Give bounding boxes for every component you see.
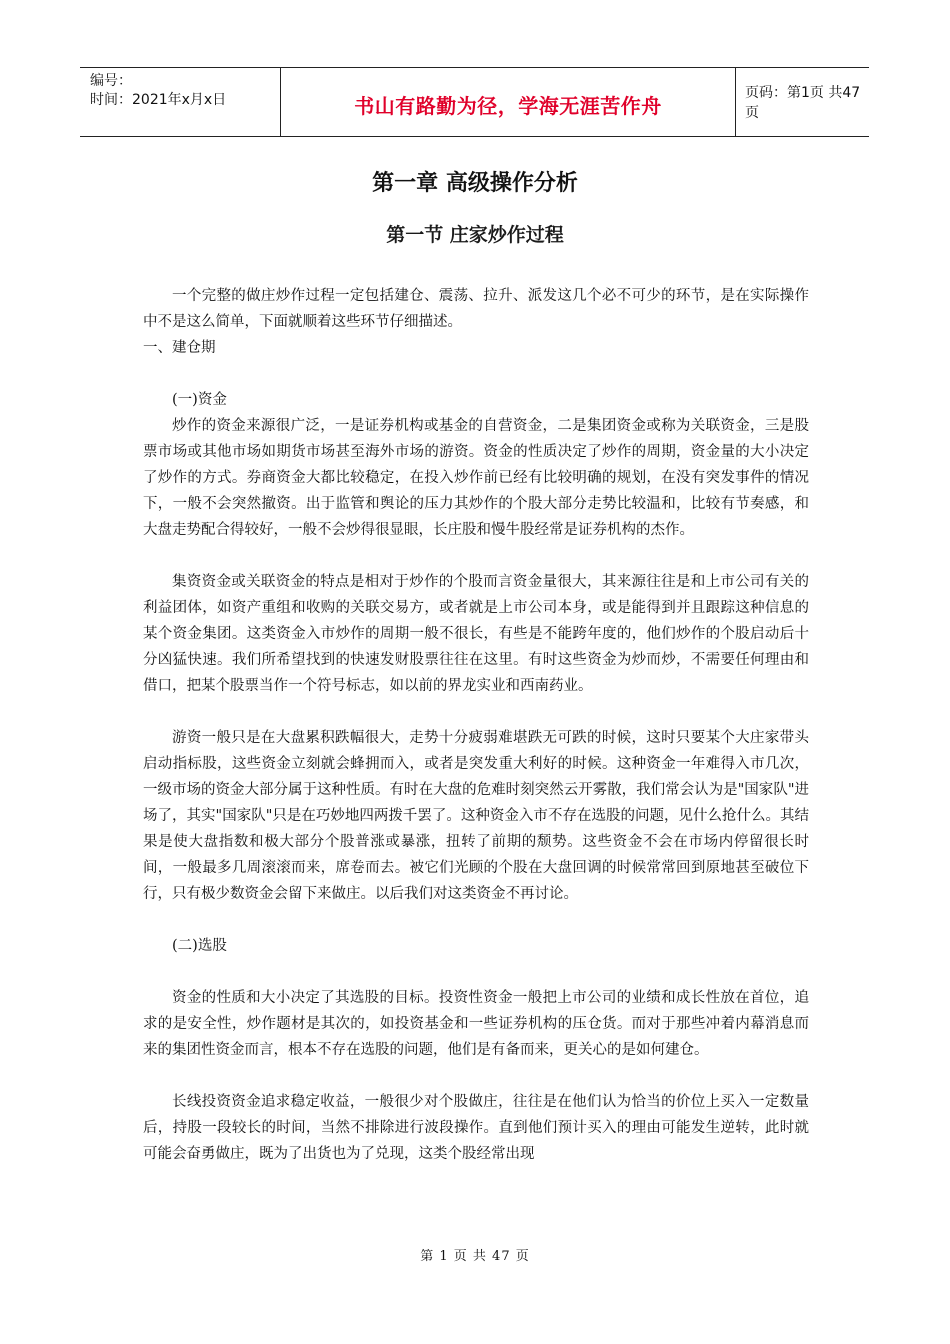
document-time-label: 时间：2021年x月x日 bbox=[90, 92, 227, 108]
section-title: 第一节 庄家炒作过程 bbox=[386, 224, 564, 246]
document-number-label: 编号： bbox=[90, 73, 132, 89]
spacer bbox=[143, 1063, 809, 1089]
chapter-title: 第一章 高级操作分析 bbox=[372, 171, 578, 196]
header-motto: 书山有路勤为径，学海无涯苦作舟 bbox=[354, 93, 662, 118]
paragraph-group-funds: 集资资金或关联资金的特点是相对于炒作的个股而言资金量很大，其来源往往是和上市公司有关的利益团体，如资产重组和收购的关联交易方，或者就是上市公司本身，或是能得到并且跟踪这种信息的某个资金集团。这类资金入市炒作的周期一般不很长，有些是不能跨年度的，他们炒作的个股启动后十分凶猛快速。我们所希望找到的快速发财股票往往在这里。有时这些资金为炒而炒，不需要任何理由和借口，把某个股票当作一个符号标志，如以前的界龙实业和西南药业。 bbox=[143, 574, 809, 694]
spacer bbox=[143, 907, 809, 933]
spacer bbox=[143, 361, 809, 387]
page-header bbox=[80, 67, 869, 137]
page-footer: 第 1 页 共 47 页 bbox=[420, 1249, 530, 1264]
spacer bbox=[143, 543, 809, 569]
paragraph-hot-money: 游资一般只是在大盘累积跌幅很大，走势十分疲弱难堪跌无可跌的时候，这时只要某个大庄家带头启动指标股，这些资金立刻就会蜂拥而入，或者是突发重大利好的时候。这种资金一年难得入市几次，一级市场的资金大部分属于这种性质。有时在大盘的危难时刻突然云开雾散，我们常会认为是"国家队"进场了，其实"国家队"只是在巧妙地四两拨千罢了。这种资金入市不存在选股的问题，见什么抢什么。其结果是使大盘指数和极大部分个股普涨或暴涨，扭转了前期的颓势。这些资金不会在市场内停留很长时间，一般最多几周滚滚而来，席卷而去。被它们光顾的个股在大盘回调的时候常常回到原地甚至破位下行，只有极少数资金会留下来做庄。以后我们对这类资金不再讨论。 bbox=[143, 730, 809, 902]
heading-build-position: 一、建仓期 bbox=[143, 340, 216, 356]
spacer bbox=[143, 959, 809, 985]
paragraph-selection-goal: 资金的性质和大小决定了其选股的目标。投资性资金一般把上市公司的业绩和成长性放在首位，追求的是安全性，炒作题材是其次的，如投资基金和一些证券机构的压仓货。而对于那些冲着内幕消息而来的集团性资金而言，根本不存在选股的问题，他们是有备而来，更关心的是如何建仓。 bbox=[143, 990, 809, 1058]
intro-paragraph: 一个完整的做庄炒作过程一定包括建仓、震荡、拉升、派发这几个必不可少的环节，是在实际操作中不是这么简单，下面就顺着这些环节仔细描述。 bbox=[143, 288, 809, 330]
paragraph-long-term-funds: 长线投资资金追求稳定收益，一般很少对个股做庄，往往是在他们认为恰当的价位上买入一定数量后，持股一段较长的时间，当然不排除进行波段操作。直到他们预计买入的理由可能发生逆转，此时就可能会奋勇做庄，既为了出货也为了兑现，这类个股经常出现 bbox=[143, 1094, 809, 1162]
header-meta bbox=[80, 68, 281, 136]
header-page-cell bbox=[736, 68, 869, 136]
spacer bbox=[143, 699, 809, 725]
subheading-funds: (一)资金 bbox=[172, 392, 227, 408]
paragraph-funds-sources: 炒作的资金来源很广泛，一是证券机构或基金的自营资金，二是集团资金或称为关联资金，三是股票市场或其他市场如期货市场甚至海外市场的游资。资金的性质决定了炒作的周期，资金量的大小决定了炒作的方式。券商资金大都比较稳定，在投入炒作前已经有比较明确的规划，在没有突发事件的情况下，一般不会突然撤资。出于监管和舆论的压力其炒作的个股大部分走势比较温和，比较有节奏感，和大盘走势配合得较好，一般不会炒得很显眼，长庄股和慢牛股经常是证券机构的杰作。 bbox=[143, 418, 809, 538]
header-page-number: 页码：第1页 共47页 bbox=[745, 85, 861, 121]
subheading-stock-selection: (二)选股 bbox=[172, 938, 227, 954]
header-motto-cell bbox=[281, 68, 736, 136]
document-body bbox=[143, 283, 809, 1167]
